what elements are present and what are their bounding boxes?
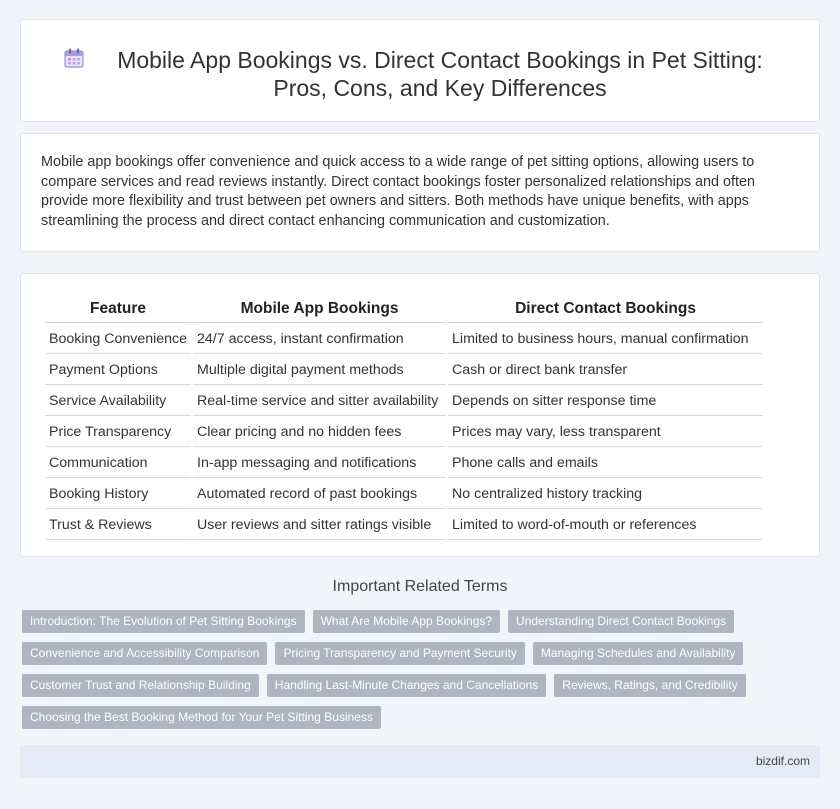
- related-terms-list: [22, 610, 812, 729]
- page-title: Mobile App Bookings vs. Direct Contact Bookings in Pet Sitting: Pros, Cons, and Key Differences: [117, 47, 763, 101]
- footer-bar: [20, 745, 820, 778]
- mobile-app-cell: In-app messaging and notifications: [193, 449, 446, 478]
- mobile-app-cell: User reviews and sitter ratings visible: [193, 511, 446, 540]
- direct-contact-cell: Limited to word-of-mouth or references: [448, 511, 763, 540]
- comparison-table: [43, 296, 765, 542]
- direct-contact-cell: No centralized history tracking: [448, 480, 763, 509]
- feature-cell: Price Transparency: [45, 418, 191, 447]
- related-term-tag[interactable]: Choosing the Best Booking Method for Your Pet Sitting Business: [22, 706, 381, 729]
- feature-cell: Trust & Reviews: [45, 511, 191, 540]
- mobile-app-cell: Real-time service and sitter availability: [193, 387, 446, 416]
- header-card: [20, 19, 820, 122]
- header-direct-contact: Direct Contact Bookings: [448, 298, 763, 323]
- feature-cell: Booking Convenience: [45, 325, 191, 354]
- table-row: [45, 449, 763, 478]
- related-term-tag[interactable]: Managing Schedules and Availability: [533, 642, 744, 665]
- table-row: [45, 387, 763, 416]
- related-term-tag[interactable]: What Are Mobile App Bookings?: [313, 610, 500, 633]
- footer-site-link[interactable]: bizdif.com: [755, 754, 810, 768]
- related-term-tag[interactable]: Convenience and Accessibility Comparison: [22, 642, 267, 665]
- mobile-app-cell: Clear pricing and no hidden fees: [193, 418, 446, 447]
- direct-contact-cell: Prices may vary, less transparent: [448, 418, 763, 447]
- direct-contact-cell: Depends on sitter response time: [448, 387, 763, 416]
- header-mobile-app: Mobile App Bookings: [193, 298, 446, 323]
- related-term-tag[interactable]: Handling Last-Minute Changes and Cancellations: [267, 674, 547, 697]
- direct-contact-cell: Limited to business hours, manual confirmation: [448, 325, 763, 354]
- table-row: [45, 418, 763, 447]
- feature-cell: Service Availability: [45, 387, 191, 416]
- related-term-tag[interactable]: Understanding Direct Contact Bookings: [508, 610, 734, 633]
- mobile-app-cell: 24/7 access, instant confirmation: [193, 325, 446, 354]
- feature-cell: Payment Options: [45, 356, 191, 385]
- table-row: [45, 325, 763, 354]
- related-term-tag[interactable]: Introduction: The Evolution of Pet Sitting Bookings: [22, 610, 305, 633]
- related-term-tag[interactable]: Reviews, Ratings, and Credibility: [554, 674, 745, 697]
- related-term-tag[interactable]: Customer Trust and Relationship Building: [22, 674, 259, 697]
- direct-contact-cell: Phone calls and emails: [448, 449, 763, 478]
- table-row: [45, 480, 763, 509]
- intro-card: [20, 133, 820, 252]
- related-term-tag[interactable]: Pricing Transparency and Payment Security: [275, 642, 524, 665]
- table-row: [45, 511, 763, 540]
- direct-contact-cell: Cash or direct bank transfer: [448, 356, 763, 385]
- table-header-row: [45, 298, 763, 323]
- feature-cell: Communication: [45, 449, 191, 478]
- comparison-table-card: [20, 273, 820, 557]
- mobile-app-cell: Automated record of past bookings: [193, 480, 446, 509]
- mobile-app-cell: Multiple digital payment methods: [193, 356, 446, 385]
- table-row: [45, 356, 763, 385]
- related-terms-heading: Important Related Terms: [332, 578, 508, 595]
- header-feature: Feature: [45, 298, 191, 323]
- feature-cell: Booking History: [45, 480, 191, 509]
- intro-paragraph: Mobile app bookings offer convenience and quick access to a wide range of pet sitting options, allowing users to compare services and read reviews instantly. Direct contact bookings foster personalized relationships and often provide more flexibility and trust between pet owners and sitters. Both methods have unique benefits, with apps streamlining the process and direct contact enhancing communication and customization.: [41, 154, 756, 229]
